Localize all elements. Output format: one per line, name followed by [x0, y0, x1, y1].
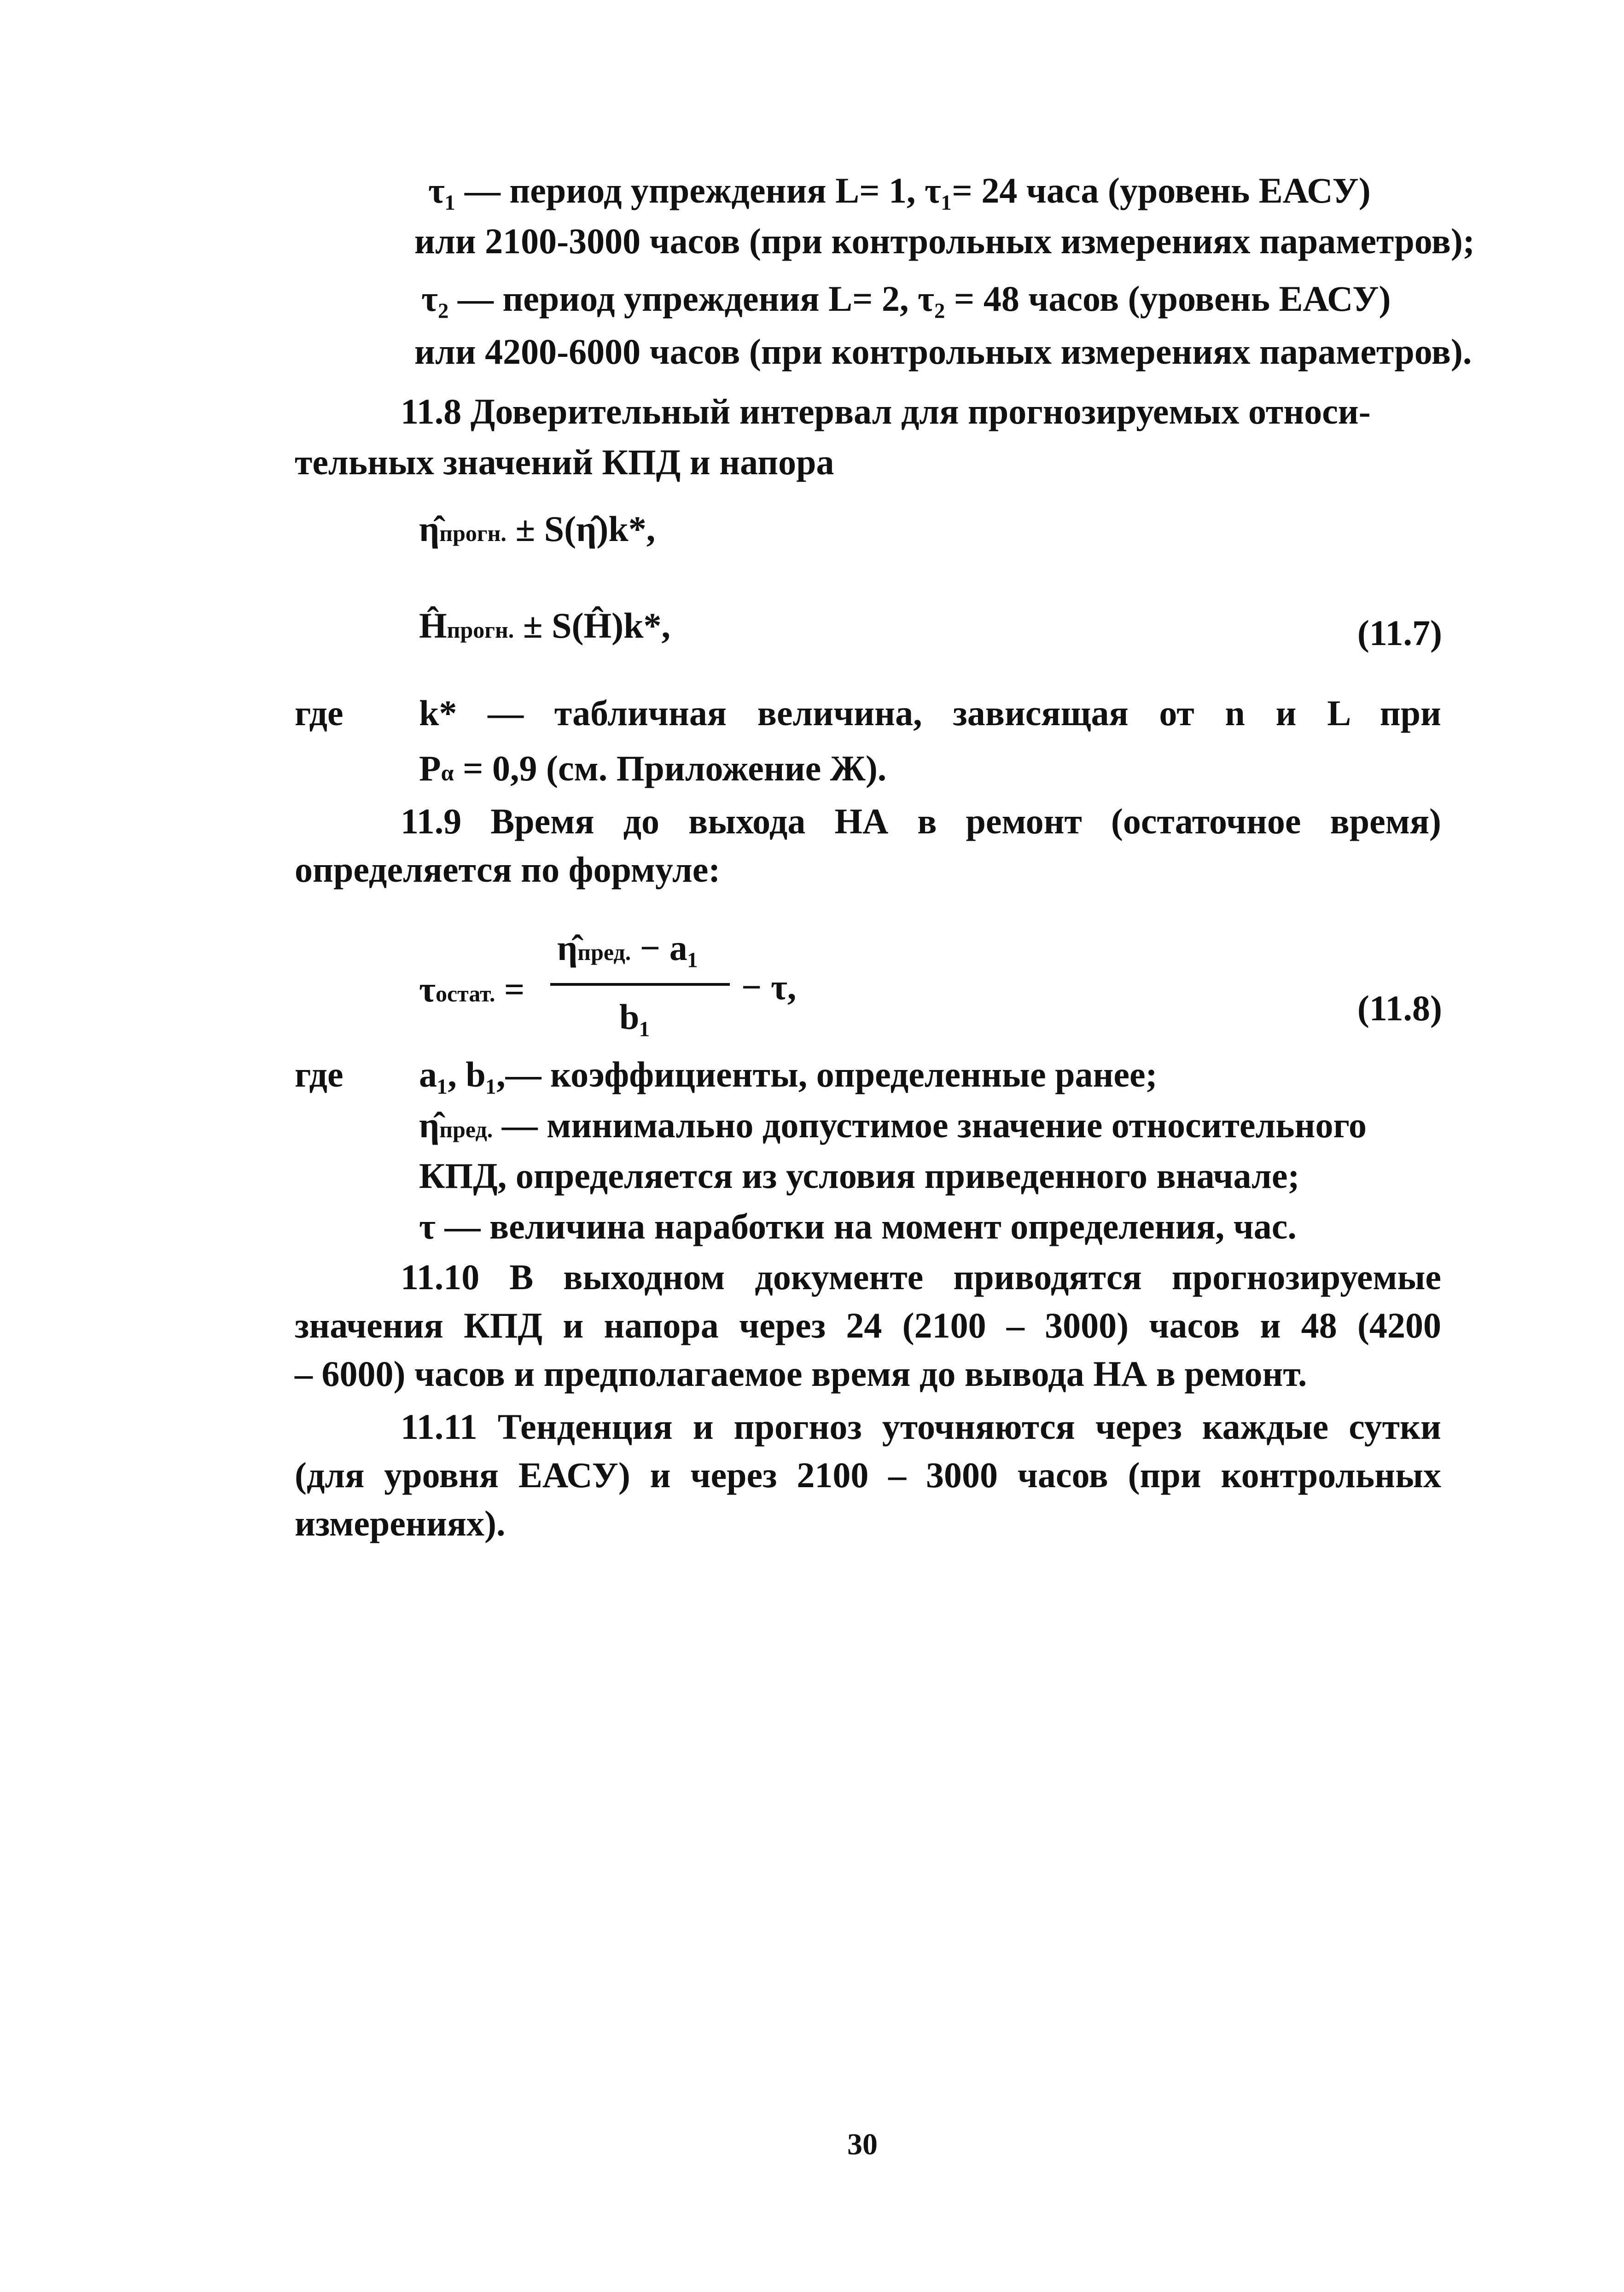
- paragraph-line: (для уровня ЕАСУ) и через 2100 – 3000 часов (при контрольных: [295, 1455, 1441, 1495]
- formula-symbol: η̂: [419, 509, 440, 549]
- formula-tau: [419, 971, 524, 1007]
- formula-h: [419, 605, 671, 646]
- formula-tail: − τ,: [741, 967, 797, 1007]
- p-symbol: P: [419, 748, 441, 788]
- paragraph-line: значения КПД и напора через 24 (2100 – 3000) часов и 48 (4200: [295, 1305, 1441, 1345]
- text-line: [401, 803, 1441, 839]
- text-line: тельных значений КПД и напора: [295, 442, 834, 482]
- text-line: определяется по формуле:: [295, 849, 721, 890]
- where-label: где: [295, 1054, 343, 1094]
- text-line: τ — величина наработки на момент определения, час.: [419, 1206, 1297, 1246]
- formula-subscript: остат.: [435, 981, 495, 1006]
- text-line: или 2100-3000 часов (при контрольных измерениях параметров);: [414, 221, 1475, 261]
- text-line: [419, 1107, 1441, 1143]
- text-line: – 6000) часов и предполагаемое время до вывода НА в ремонт.: [295, 1354, 1307, 1394]
- text-line: τ₁ — период упреждения L= 1, τ₁= 24 часа (уровень ЕАСУ): [428, 170, 1371, 210]
- text-line: [295, 1305, 1441, 1345]
- formula-symbol: τ: [419, 969, 436, 1009]
- where-text: — минимально допустимое значение относительного: [501, 1105, 1367, 1145]
- text-line: [419, 750, 886, 786]
- equation-number: (11.8): [1357, 988, 1442, 1028]
- formula-symbol: η̂: [419, 1105, 440, 1145]
- formula-rest: ± S(η̂)k*,: [515, 509, 656, 549]
- p-subscript: α: [441, 760, 454, 785]
- page-number: 30: [847, 2128, 878, 2161]
- formula-subscript: пред.: [439, 1117, 493, 1142]
- paragraph-line: 11.10 В выходном документе приводятся прогнозируемые: [401, 1257, 1441, 1297]
- formula-rest: − a₁: [640, 928, 698, 968]
- formula-symbol: Ĥ: [419, 605, 447, 646]
- text-line: a₁, b₁,— коэффициенты, определенные ранее;: [419, 1054, 1158, 1094]
- text-line: τ₂ — период упреждения L= 2, τ₂ = 48 часов (уровень ЕАСУ): [421, 279, 1391, 319]
- paragraph-line: 11.11 Тенденция и прогноз уточняются через каждые сутки: [401, 1407, 1441, 1447]
- text-line: измерениях).: [295, 1503, 506, 1543]
- text-line: КПД, определяется из условия приведенного вначале;: [419, 1156, 1300, 1196]
- where-text: k* — табличная величина, зависящая от n и L при: [419, 693, 1441, 733]
- formula-equals: =: [504, 969, 525, 1009]
- formula-rest: ± S(Ĥ)k*,: [523, 605, 671, 646]
- fraction-numerator: [557, 930, 698, 966]
- text-line: 11.8 Доверительный интервал для прогнозируемых относи-: [401, 391, 1371, 431]
- text-line: [419, 695, 1441, 731]
- text-line: [295, 1457, 1441, 1493]
- where-label: где: [295, 693, 343, 733]
- fraction-bar: [550, 983, 730, 986]
- p-text: = 0,9 (см. Приложение Ж).: [463, 748, 887, 788]
- formula-subscript: прогн.: [447, 617, 514, 643]
- formula-subscript: прогн.: [439, 520, 506, 546]
- paragraph-line: 11.9 Время до выхода НА в ремонт (остаточное время): [401, 801, 1441, 841]
- formula-subscript: пред.: [577, 939, 631, 965]
- text-line: [401, 1409, 1441, 1445]
- fraction-denominator: b₁: [619, 997, 650, 1037]
- formula-eta: [419, 511, 655, 547]
- text-line: [401, 1259, 1441, 1295]
- text-line: или 4200-6000 часов (при контрольных измерениях параметров).: [414, 332, 1472, 372]
- formula-symbol: η̂: [557, 928, 578, 968]
- equation-number: (11.7): [1357, 613, 1442, 653]
